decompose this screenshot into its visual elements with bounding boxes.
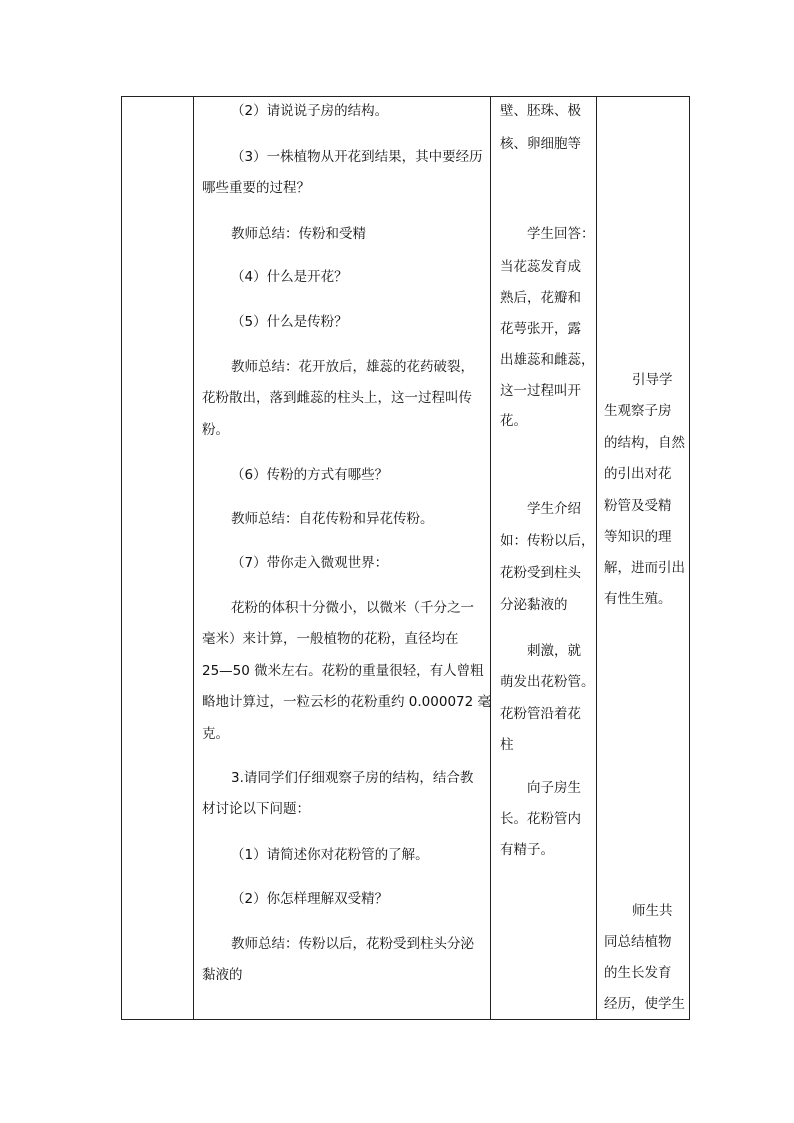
text-line: 这一过程叫开: [500, 383, 581, 399]
text-line: 花粉受到柱头: [500, 565, 581, 581]
text-line: 毫米）来计算，一般植物的花粉，直径均在: [202, 631, 459, 647]
text-line: 花粉的体积十分微小，以微米（千分之一: [231, 600, 474, 616]
text-line: 黏液的: [202, 967, 243, 983]
text-line: 引导学: [632, 372, 673, 388]
text-line: （1）请简述你对花粉管的了解。: [231, 847, 429, 863]
text-line: 的结构，自然: [604, 435, 685, 451]
text-line: （2）请说说子房的结构。: [231, 103, 389, 119]
text-line: 粉管及受精: [604, 498, 672, 514]
text-line: 克。: [202, 726, 229, 742]
text-line: 解，进而引出: [604, 560, 685, 576]
column-divider: [490, 97, 491, 1019]
text-line: 刺激，就: [527, 643, 581, 659]
text-line: （6）传粉的方式有哪些？: [231, 467, 389, 483]
text-line: 有精子。: [500, 842, 554, 858]
text-line: 25—50 微米左右。花粉的重量很轻，有人曾粗: [202, 663, 484, 679]
column-divider: [193, 97, 194, 1019]
text-line: 萌发出花粉管。: [500, 674, 595, 690]
text-line: 3.请同学们仔细观察子房的结构，结合教: [231, 770, 474, 786]
text-line: 材讨论以下问题：: [202, 801, 310, 817]
text-line: 花粉管沿着花: [500, 706, 581, 722]
text-line: 有性生殖。: [604, 591, 672, 607]
text-line: 核、卵细胞等: [500, 136, 581, 152]
text-line: 学生回答：: [527, 226, 595, 242]
text-line: 当花蕊发育成: [500, 259, 581, 275]
text-line: 教师总结：自花传粉和异花传粉。: [231, 511, 434, 527]
text-line: 如：传粉以后，: [500, 533, 595, 549]
text-line: 等知识的理: [604, 529, 672, 545]
text-line: 花。: [500, 413, 527, 429]
text-line: （5）什么是传粉？: [231, 314, 348, 330]
text-line: 生观察子房: [604, 403, 672, 419]
text-line: （7）带你走入微观世界：: [231, 555, 389, 571]
text-line: （2）你怎样理解双受精？: [231, 891, 389, 907]
lesson-plan-table: [121, 96, 690, 1020]
text-line: 长。花粉管内: [500, 811, 581, 827]
text-line: 粉。: [202, 422, 229, 438]
text-line: 师生共: [632, 903, 673, 919]
text-line: 经历，使学生: [604, 996, 685, 1012]
text-line: 教师总结：传粉和受精: [231, 226, 366, 242]
text-line: 分泌黏液的: [500, 597, 568, 613]
text-line: 的引出对花: [604, 466, 672, 482]
text-line: 哪些重要的过程？: [202, 180, 310, 196]
text-line: 学生介绍: [527, 501, 581, 517]
text-line: 教师总结：传粉以后，花粉受到柱头分泌: [231, 936, 474, 952]
text-line: 略地计算过，一粒云杉的花粉重约 0.000072 毫: [202, 694, 491, 710]
text-line: 花粉散出，落到雌蕊的柱头上，这一过程叫传: [202, 390, 472, 406]
text-line: 同总结植物: [604, 934, 672, 950]
text-line: （3）一株植物从开花到结果，其中要经历: [231, 149, 483, 165]
text-line: 柱: [500, 737, 514, 753]
text-line: 教师总结：花开放后，雄蕊的花药破裂，: [231, 359, 474, 375]
text-line: 的生长发育: [604, 965, 672, 981]
text-line: 出雄蕊和雌蕊，: [500, 352, 595, 368]
column-divider: [596, 97, 597, 1019]
text-line: （4）什么是开花？: [231, 269, 348, 285]
text-line: 壁、胚珠、极: [500, 103, 581, 119]
text-line: 熟后，花瓣和: [500, 290, 581, 306]
text-line: 花萼张开，露: [500, 321, 581, 337]
text-line: 向子房生: [527, 780, 581, 796]
